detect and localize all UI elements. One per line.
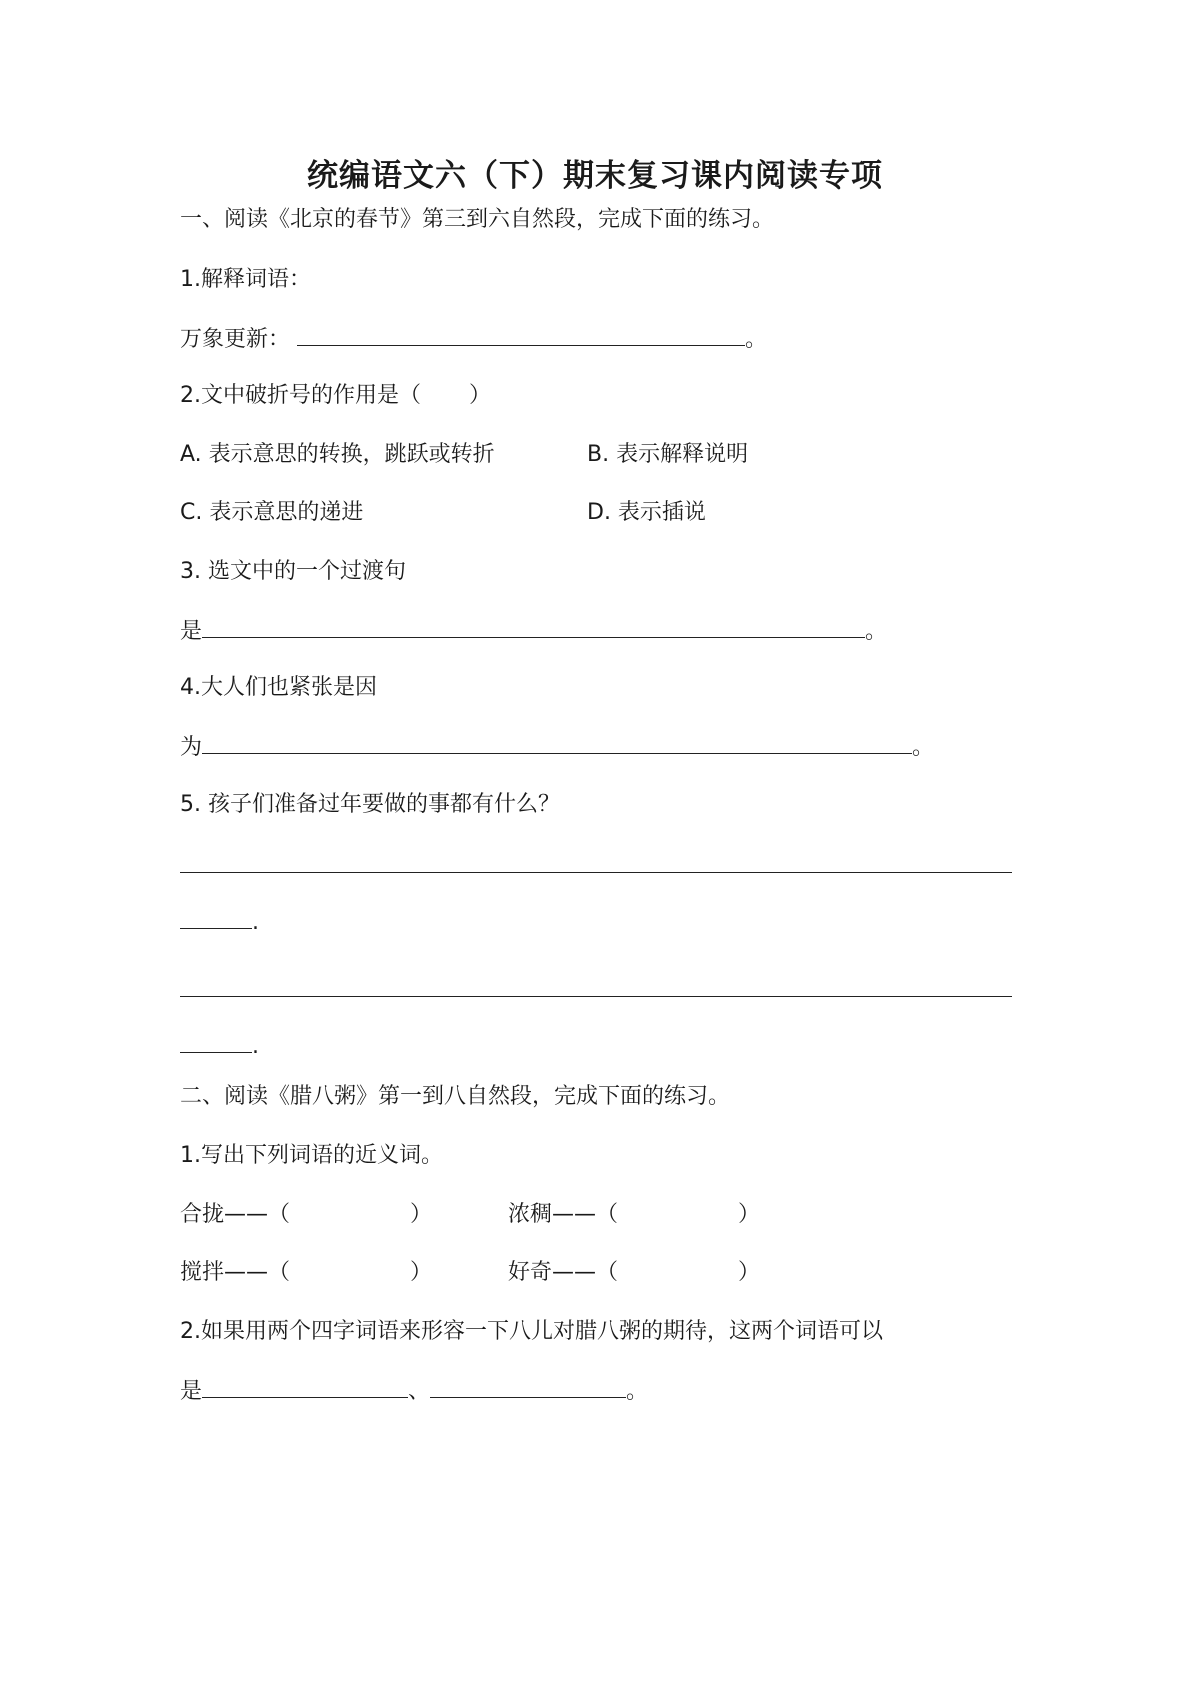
s2-q2-blank-2[interactable] — [430, 1375, 626, 1398]
s1-q2-option-a: A. 表示意思的转换，跳跃或转折 — [180, 442, 495, 467]
page-title: 统编语文六（下）期末复习课内阅读专项 — [307, 158, 883, 194]
s1-q2-label-line — [180, 381, 491, 411]
s1-q3-prefix: 是 — [180, 619, 203, 644]
s1-q5-label: 5. 孩子们准备过年要做的事都有什么？ — [180, 792, 560, 817]
s1-q3-answer-line — [180, 615, 887, 647]
s2-q2-blank-1[interactable] — [202, 1375, 408, 1398]
s1-q2-option-c: C. 表示意思的递进 — [180, 500, 364, 525]
s2-q1-pair-1 — [180, 1200, 432, 1230]
s1-q5-end2: . — [252, 1034, 259, 1059]
s2-q1-word-1: 合拢——（ — [180, 1202, 291, 1227]
section2-heading: 二、阅读《腊八粥》第一到八自然段，完成下面的练习。 — [180, 1084, 731, 1109]
s1-q5-answer-tail-2 — [180, 1030, 259, 1062]
s2-q2-answer-line — [180, 1375, 648, 1407]
s1-q4-end: 。 — [912, 735, 935, 760]
s2-q2-prefix: 是 — [180, 1379, 203, 1404]
section1-heading: 一、阅读《北京的春节》第三到六自然段，完成下面的练习。 — [180, 207, 775, 232]
s1-q4-blank[interactable] — [202, 731, 912, 754]
s2-q1-word-3: 搅拌——（ — [180, 1260, 291, 1285]
s2-q1-pair-3 — [180, 1258, 432, 1288]
s1-q3-blank[interactable] — [202, 615, 865, 638]
s1-q1-term: 万象更新： — [180, 327, 291, 352]
s1-q4-answer-line — [180, 731, 934, 763]
s2-q1-close-3: ） — [410, 1260, 433, 1285]
s1-q5-short-blank-2[interactable] — [180, 1030, 252, 1053]
s2-q1-close-1: ） — [410, 1202, 433, 1227]
s2-q1-label: 1.写出下列词语的近义词。 — [180, 1143, 443, 1168]
s1-q5-end1: . — [252, 910, 259, 935]
s2-q2-end: 。 — [626, 1379, 649, 1404]
s1-q5-answer-tail-1 — [180, 906, 259, 938]
s1-q4-prefix: 为 — [180, 735, 203, 760]
s1-q1-blank[interactable] — [297, 323, 745, 346]
s1-q1-answer-line — [180, 323, 767, 355]
s1-q5-answer-rule-2[interactable] — [180, 996, 1012, 997]
s2-q2-label: 2.如果用两个四字词语来形容一下八儿对腊八粥的期待，这两个词语可以 — [180, 1319, 883, 1344]
s1-q3-label: 3. 选文中的一个过渡句 — [180, 559, 406, 584]
s1-q2-option-b: B. 表示解释说明 — [587, 442, 749, 467]
s2-q1-close-2: ） — [738, 1202, 761, 1227]
s2-q1-word-2: 浓稠——（ — [508, 1202, 619, 1227]
s1-q1-label: 1.解释词语： — [180, 267, 311, 292]
s1-q2-option-d: D. 表示插说 — [587, 500, 706, 525]
s1-q5-answer-rule-1[interactable] — [180, 872, 1012, 873]
s2-q1-word-4: 好奇——（ — [508, 1260, 619, 1285]
s2-q1-pair-4 — [508, 1258, 760, 1288]
s1-q5-short-blank-1[interactable] — [180, 906, 252, 929]
s1-q2-label: 2.文中破折号的作用是（ — [180, 383, 421, 408]
s1-q2-label-close: ） — [469, 383, 492, 408]
s1-q3-end: 。 — [865, 619, 888, 644]
s2-q1-close-4: ） — [738, 1260, 761, 1285]
s2-q1-pair-2 — [508, 1200, 760, 1230]
s2-q2-sep: 、 — [408, 1379, 431, 1404]
s1-q4-label: 4.大人们也紧张是因 — [180, 675, 377, 700]
s1-q1-end: 。 — [745, 327, 768, 352]
